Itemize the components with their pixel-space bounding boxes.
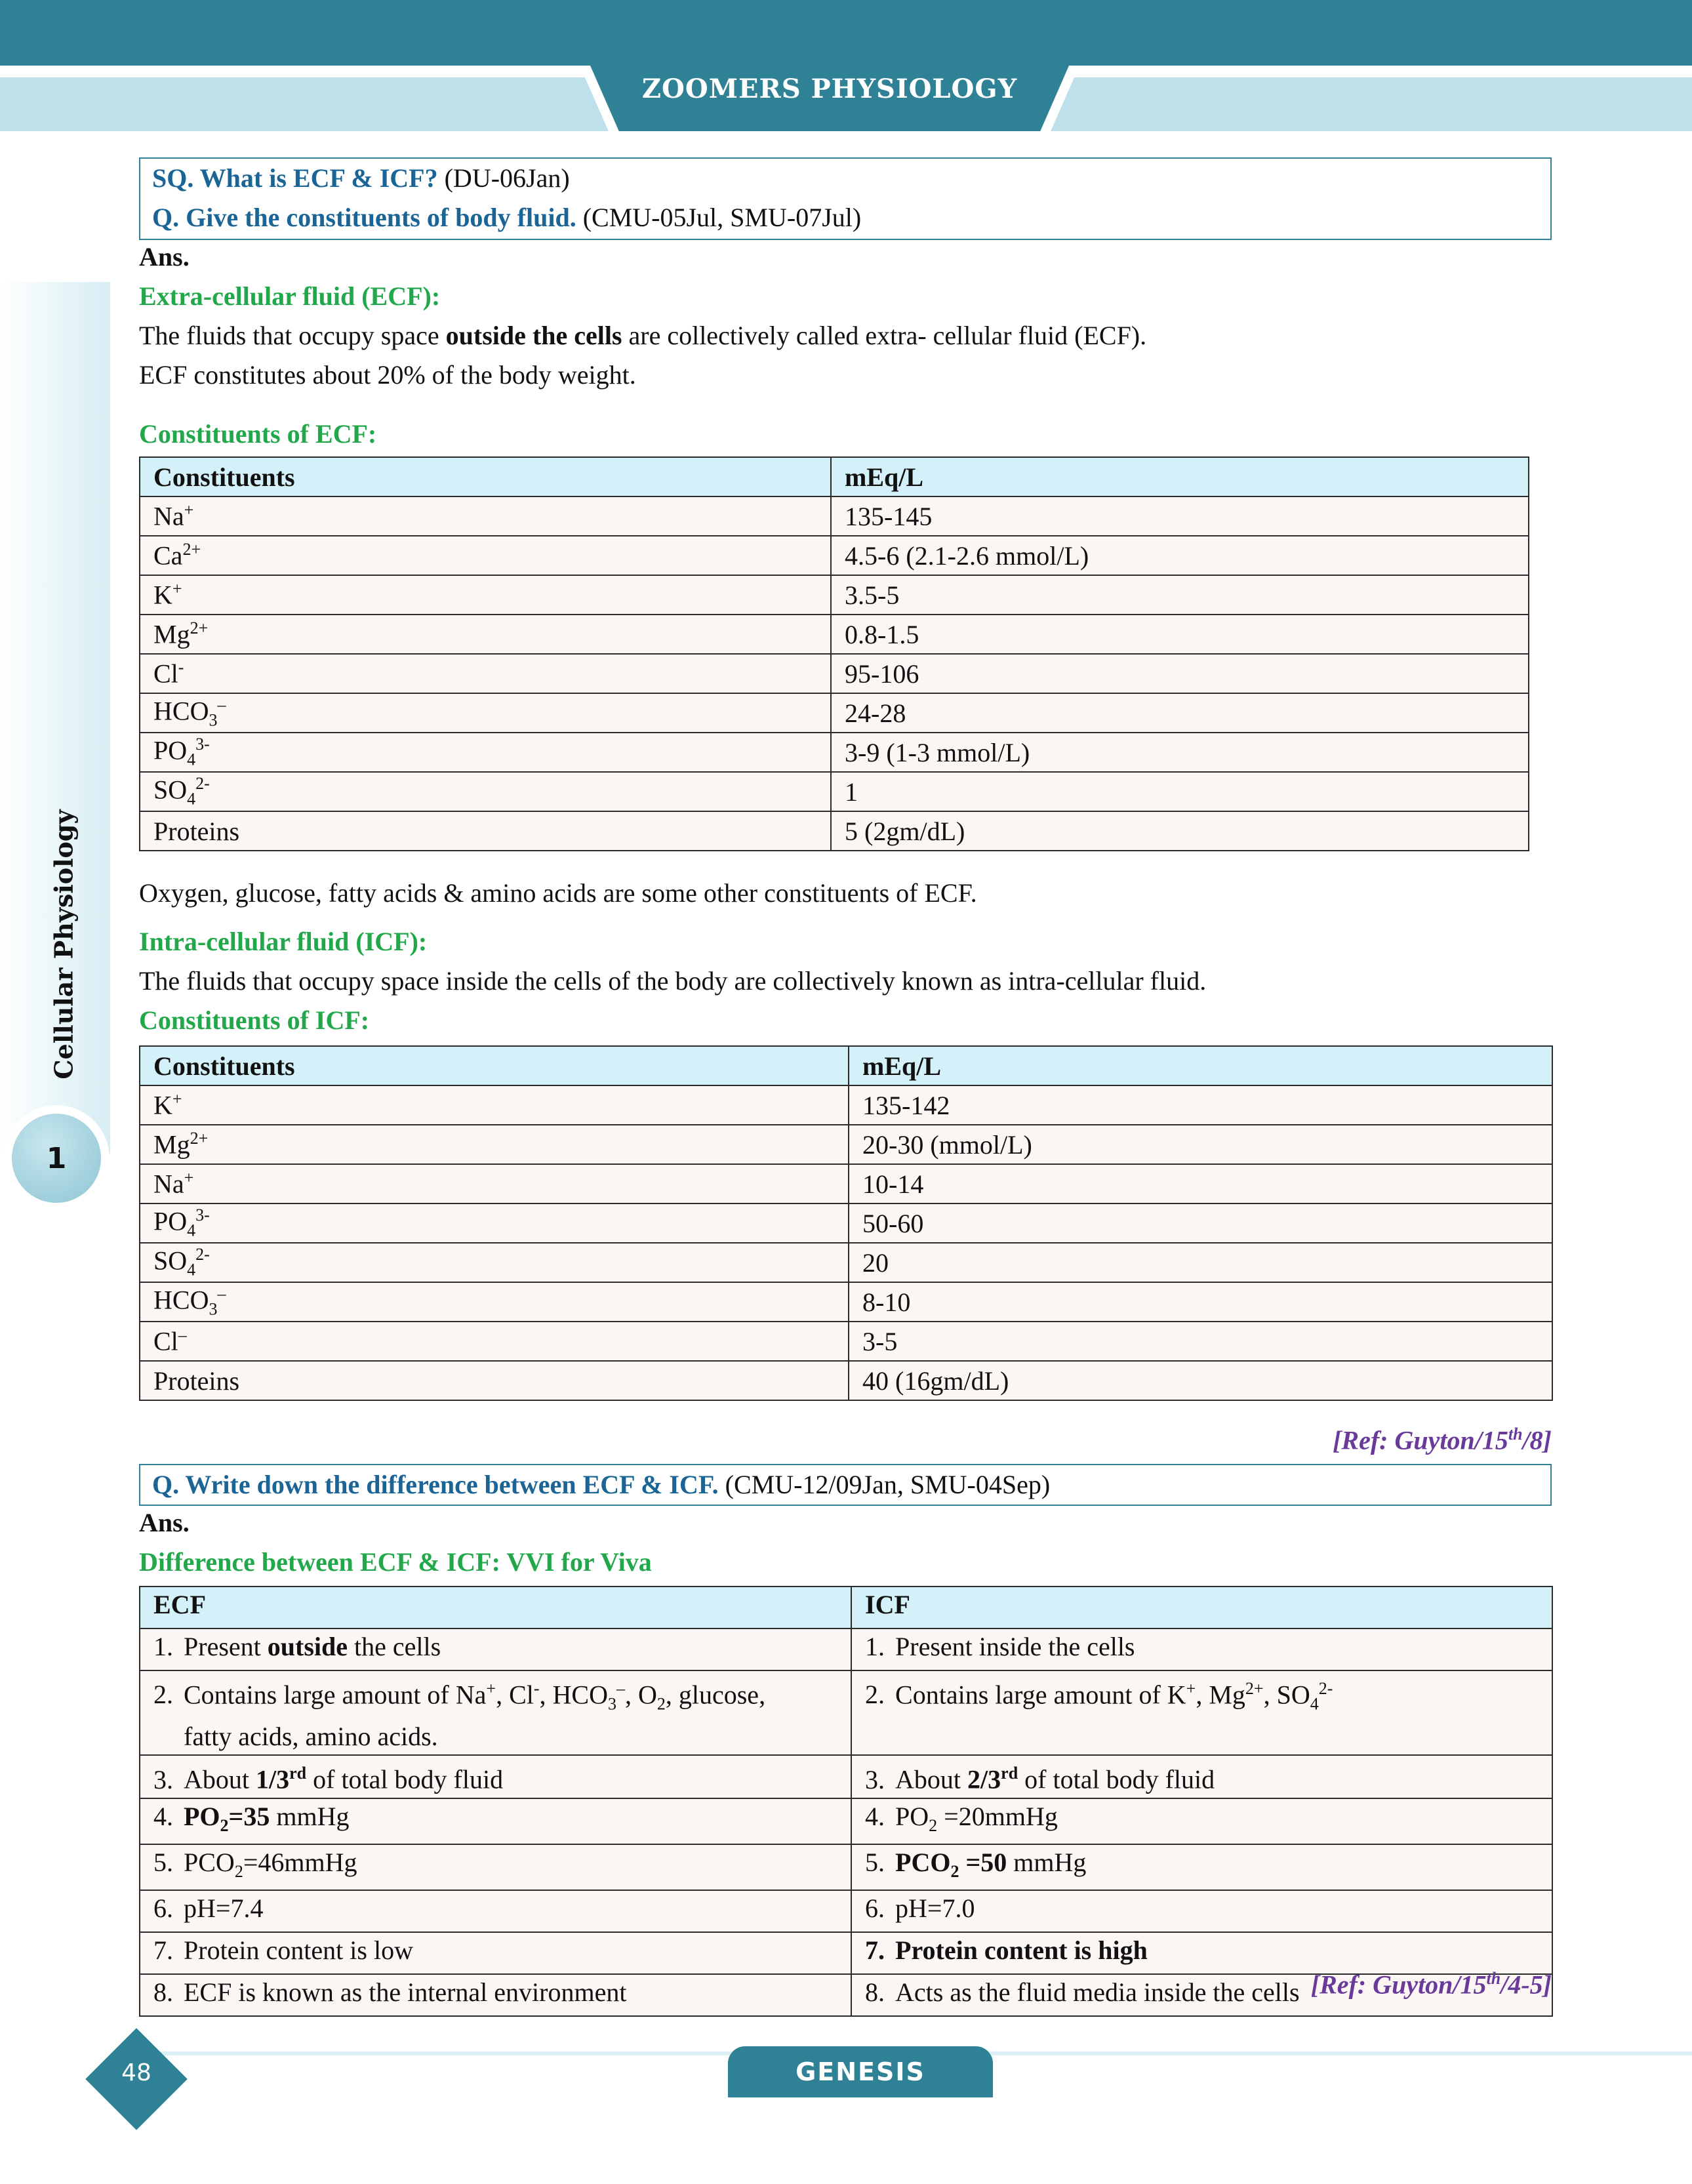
row-number: 6. xyxy=(865,1893,885,1923)
value-cell: 3-5 xyxy=(849,1322,1552,1361)
table-row xyxy=(140,1670,1552,1755)
ecf-icf-difference-table xyxy=(139,1586,1553,2017)
table-row xyxy=(140,1361,1552,1400)
value-cell: 5 (2gm/dL) xyxy=(831,811,1529,851)
question-line xyxy=(152,1465,1539,1505)
superscript: 3- xyxy=(195,735,210,754)
ion-symbol: Proteins xyxy=(153,1365,240,1396)
icf-cell xyxy=(851,1798,1552,1844)
subscript: 3 xyxy=(607,1694,616,1714)
constituent-cell xyxy=(140,733,831,772)
row-number: 4. xyxy=(865,1801,885,1831)
superscript: + xyxy=(172,579,182,599)
icf-cell xyxy=(851,1670,1552,1755)
ecf-body-weight: ECF constitutes about 20% of the body weight. xyxy=(139,360,636,390)
question-source: (CMU-05Jul, SMU-07Jul) xyxy=(576,203,862,232)
ion-symbol: Mg xyxy=(153,619,190,649)
text-run-bold: outside the cells xyxy=(445,321,622,350)
ecf-constituents-heading: Constituents of ECF: xyxy=(139,419,377,449)
table-row xyxy=(140,693,1529,733)
table-row xyxy=(140,733,1529,772)
subscript: 4 xyxy=(187,1260,196,1280)
value-cell: 4.5-6 (2.1-2.6 mmol/L) xyxy=(831,536,1529,575)
text-run: Contains large amount of K xyxy=(895,1680,1186,1710)
superscript: 2+ xyxy=(190,1129,209,1148)
table-row xyxy=(140,1125,1552,1164)
text-run: About xyxy=(895,1764,968,1794)
question-text: SQ. What is ECF & ICF? xyxy=(152,163,438,193)
ecf-heading: Extra-cellular fluid (ECF): xyxy=(139,281,441,311)
superscript: + xyxy=(184,500,194,520)
text-run-bold: =50 xyxy=(959,1847,1007,1877)
page-number: 48 xyxy=(121,2059,151,2086)
table-header-row xyxy=(140,1587,1552,1628)
ecf-constituents-table xyxy=(139,456,1529,851)
question-text: Q. Give the constituents of body fluid. xyxy=(152,203,576,232)
subscript: 2 xyxy=(234,1861,243,1881)
value-cell: 135-145 xyxy=(831,496,1529,536)
superscript: rd xyxy=(289,1764,307,1783)
row-number: 3. xyxy=(865,1764,885,1794)
header-bar xyxy=(0,0,1692,66)
ref-text: [Ref: Guyton/15 xyxy=(1333,1425,1508,1455)
constituent-cell xyxy=(140,1164,849,1203)
constituent-cell xyxy=(140,615,831,654)
row-number: 5. xyxy=(153,1847,173,1877)
ecf-cell xyxy=(140,1932,851,1974)
icf-constituents-heading: Constituents of ICF: xyxy=(139,1005,370,1035)
icf-cell xyxy=(851,1844,1552,1890)
text-run: Present inside the cells xyxy=(895,1632,1135,1661)
question-text: Q. Write down the difference between ECF & ICF. xyxy=(152,1470,719,1499)
superscript: 2+ xyxy=(1245,1679,1264,1698)
text-run: , HCO xyxy=(539,1680,608,1710)
text-run: mmHg xyxy=(1007,1847,1087,1877)
superscript: + xyxy=(172,1089,182,1109)
text-run: , glucose, xyxy=(665,1680,766,1710)
subscript: 3 xyxy=(209,710,218,730)
row-number: 7. xyxy=(865,1935,885,1965)
ion-symbol: PO xyxy=(153,735,188,765)
constituent-cell xyxy=(140,496,831,536)
text-run: About xyxy=(184,1764,256,1794)
table-row xyxy=(140,1164,1552,1203)
ecf-other-constituents: Oxygen, glucose, fatty acids & amino acids are some other constituents of ECF. xyxy=(139,878,977,908)
answer-label: Ans. xyxy=(139,242,190,272)
row-number: 1. xyxy=(153,1632,173,1661)
column-header: mEq/L xyxy=(831,457,1529,496)
superscript: 2- xyxy=(1318,1679,1333,1698)
value-cell: 8-10 xyxy=(849,1282,1552,1322)
constituent-cell xyxy=(140,1203,849,1243)
ion-symbol: Proteins xyxy=(153,816,240,846)
ecf-cell xyxy=(140,1798,851,1844)
row-number: 6. xyxy=(153,1893,173,1923)
text-run: Present xyxy=(184,1632,268,1661)
text-run: of total body fluid xyxy=(1018,1764,1215,1794)
ion-symbol: SO xyxy=(153,1245,188,1276)
constituent-cell xyxy=(140,536,831,575)
subscript: 2 xyxy=(929,1815,938,1835)
text-run: Contains large amount of Na xyxy=(184,1680,487,1710)
constituent-cell xyxy=(140,1322,849,1361)
table-row xyxy=(140,615,1529,654)
table-row xyxy=(140,1890,1552,1932)
row-number: 3. xyxy=(153,1764,173,1794)
constituent-cell xyxy=(140,1361,849,1400)
ecf-cell xyxy=(140,1755,851,1798)
question-line-1 xyxy=(152,159,1539,198)
value-cell: 3-9 (1-3 mmol/L) xyxy=(831,733,1529,772)
ion-symbol: Na xyxy=(153,501,184,531)
row-number: 4. xyxy=(153,1801,173,1831)
constituent-cell xyxy=(140,654,831,693)
constituent-cell xyxy=(140,1282,849,1322)
icf-cell xyxy=(851,1628,1552,1670)
subscript: 4 xyxy=(187,750,196,769)
reference-icf xyxy=(1333,1425,1552,1455)
brand-name: GENESIS xyxy=(796,2057,925,2086)
superscript: rd xyxy=(1001,1764,1018,1783)
row-number: 8. xyxy=(153,1977,173,2007)
subscript: 2 xyxy=(950,1861,959,1881)
superscript: – xyxy=(616,1679,625,1698)
constituent-cell xyxy=(140,1085,849,1125)
table-row xyxy=(140,772,1529,811)
subscript: 2 xyxy=(656,1694,666,1714)
subscript: 4 xyxy=(187,1221,196,1240)
value-cell: 135-142 xyxy=(849,1085,1552,1125)
superscript: – xyxy=(217,1284,226,1304)
answer-label: Ans. xyxy=(139,1508,190,1537)
ion-symbol: Mg xyxy=(153,1129,190,1160)
table-row xyxy=(140,575,1529,615)
subscript: 4 xyxy=(1310,1694,1319,1714)
text-run: PO xyxy=(895,1801,929,1831)
ion-symbol: HCO xyxy=(153,696,209,726)
ref-text: /4-5] xyxy=(1501,1970,1552,2000)
footer-brand-tab xyxy=(728,2046,993,2097)
text-run-bold: =35 xyxy=(228,1801,270,1831)
table-row xyxy=(140,536,1529,575)
table-row xyxy=(140,496,1529,536)
ecf-cell xyxy=(140,1974,851,2016)
table-header-row xyxy=(140,457,1529,496)
superscript: 2+ xyxy=(190,618,209,638)
icf-constituents-table xyxy=(139,1045,1553,1401)
superscript: 3- xyxy=(195,1205,210,1225)
text-run: , O xyxy=(624,1680,657,1710)
text-run-bold: PCO xyxy=(895,1847,951,1877)
subscript: 4 xyxy=(187,789,196,809)
table-row xyxy=(140,1798,1552,1844)
column-header: Constituents xyxy=(140,1046,849,1085)
ion-symbol: Cl xyxy=(153,658,178,689)
ion-symbol: K xyxy=(153,1090,172,1120)
row-number: 2. xyxy=(153,1680,173,1710)
value-cell: 0.8-1.5 xyxy=(831,615,1529,654)
superscript: + xyxy=(486,1679,496,1698)
question-source: (DU-06Jan) xyxy=(437,163,570,193)
question-box-2 xyxy=(139,1464,1552,1506)
question-line-2 xyxy=(152,198,1539,237)
chapter-number: 1 xyxy=(46,1141,67,1175)
ref-sup: th xyxy=(1508,1425,1523,1444)
superscript: – xyxy=(178,1325,187,1345)
book-title: ZOOMERS PHYSIOLOGY xyxy=(641,73,1018,104)
column-header: ICF xyxy=(851,1587,1552,1628)
table-header-row xyxy=(140,1046,1552,1085)
ion-symbol: K xyxy=(153,580,172,610)
chapter-number-badge xyxy=(12,1114,101,1203)
superscript: + xyxy=(1186,1679,1196,1698)
subscript: 2 xyxy=(220,1815,229,1835)
constituent-cell xyxy=(140,575,831,615)
text-run: fatty acids, amino acids. xyxy=(184,1722,438,1752)
text-run: Protein content is low xyxy=(184,1935,413,1965)
text-run-bold: 2/3 xyxy=(967,1764,1001,1794)
text-run: The fluids that occupy space xyxy=(139,321,446,350)
table-row xyxy=(140,1755,1552,1798)
text-run: ECF is known as the internal environment xyxy=(184,1977,627,2007)
row-number: 1. xyxy=(865,1632,885,1661)
value-cell: 50-60 xyxy=(849,1203,1552,1243)
icf-heading: Intra-cellular fluid (ICF): xyxy=(139,927,428,956)
row-number: 5. xyxy=(865,1847,885,1877)
table-row xyxy=(140,1932,1552,1974)
table-row xyxy=(140,1203,1552,1243)
icf-cell xyxy=(851,1890,1552,1932)
ion-symbol: SO xyxy=(153,775,188,805)
superscript: + xyxy=(184,1168,194,1188)
icf-cell xyxy=(851,1755,1552,1798)
ref-text: /8] xyxy=(1522,1425,1552,1455)
text-run-bold: Protein content is high xyxy=(895,1935,1148,1965)
superscript: - xyxy=(533,1679,540,1698)
ion-symbol: Cl xyxy=(153,1326,178,1356)
value-cell: 95-106 xyxy=(831,654,1529,693)
text-run: mmHg xyxy=(270,1801,350,1831)
table-row xyxy=(140,1844,1552,1890)
row-number: 7. xyxy=(153,1935,173,1965)
constituent-cell xyxy=(140,693,831,733)
reference-difference xyxy=(1311,1969,1552,2000)
value-cell: 3.5-5 xyxy=(831,575,1529,615)
constituent-cell xyxy=(140,1125,849,1164)
text-run: =46mmHg xyxy=(243,1847,357,1877)
text-run: the cells xyxy=(348,1632,441,1661)
value-cell: 1 xyxy=(831,772,1529,811)
text-run: , Mg xyxy=(1196,1680,1245,1710)
subscript: 3 xyxy=(209,1299,218,1319)
superscript: – xyxy=(217,695,226,715)
ecf-cell xyxy=(140,1890,851,1932)
text-run: =20mmHg xyxy=(937,1801,1058,1831)
ref-text: [Ref: Guyton/15 xyxy=(1310,1970,1487,2000)
chapter-title: Cellular Physiology xyxy=(49,809,79,1080)
value-cell: 10-14 xyxy=(849,1164,1552,1203)
text-run: , Cl xyxy=(496,1680,534,1710)
text-run-bold: 1/3 xyxy=(256,1764,290,1794)
table-row xyxy=(140,1243,1552,1282)
text-run: are collectively called extra- cellular fluid (ECF). xyxy=(622,321,1147,350)
difference-heading: Difference between ECF & ICF: VVI for Viva xyxy=(139,1547,652,1577)
row-number: 2. xyxy=(865,1680,885,1710)
column-header: ECF xyxy=(140,1587,851,1628)
ref-sup: th xyxy=(1486,1969,1501,1988)
table-row xyxy=(140,811,1529,851)
icf-cell xyxy=(851,1932,1552,1974)
constituent-cell xyxy=(140,811,831,851)
constituent-cell xyxy=(140,772,831,811)
ion-symbol: HCO xyxy=(153,1285,209,1315)
table-row xyxy=(140,1322,1552,1361)
value-cell: 20 xyxy=(849,1243,1552,1282)
constituent-cell xyxy=(140,1243,849,1282)
icf-definition: The fluids that occupy space inside the cells of the body are collectively known as intra-cellular fluid. xyxy=(139,966,1207,996)
question-box-1 xyxy=(139,157,1552,240)
value-cell: 24-28 xyxy=(831,693,1529,733)
ion-symbol: PO xyxy=(153,1206,188,1236)
ion-symbol: Na xyxy=(153,1169,184,1199)
text-run: , SO xyxy=(1263,1680,1310,1710)
text-run: pH=7.0 xyxy=(895,1893,975,1923)
text-run: PCO xyxy=(184,1847,235,1877)
ecf-cell xyxy=(140,1844,851,1890)
text-run: pH=7.4 xyxy=(184,1893,264,1923)
superscript: 2+ xyxy=(182,540,201,559)
table-row xyxy=(140,654,1529,693)
question-source: (CMU-12/09Jan, SMU-04Sep) xyxy=(718,1470,1051,1499)
row-number: 8. xyxy=(865,1977,885,2007)
ecf-cell xyxy=(140,1670,851,1755)
column-header: mEq/L xyxy=(849,1046,1552,1085)
text-run: of total body fluid xyxy=(306,1764,504,1794)
value-cell: 40 (16gm/dL) xyxy=(849,1361,1552,1400)
superscript: 2- xyxy=(195,774,210,794)
ecf-cell xyxy=(140,1628,851,1670)
value-cell: 20-30 (mmol/L) xyxy=(849,1125,1552,1164)
superscript: - xyxy=(178,658,184,677)
text-run: Acts as the fluid media inside the cells xyxy=(895,1977,1300,2007)
column-header: Constituents xyxy=(140,457,831,496)
table-row xyxy=(140,1085,1552,1125)
table-row xyxy=(140,1282,1552,1322)
ecf-definition xyxy=(139,320,1146,351)
superscript: 2- xyxy=(195,1245,210,1264)
text-run-bold: PO xyxy=(184,1801,220,1831)
ion-symbol: Ca xyxy=(153,540,183,571)
text-run-bold: outside xyxy=(267,1632,348,1661)
table-row xyxy=(140,1628,1552,1670)
